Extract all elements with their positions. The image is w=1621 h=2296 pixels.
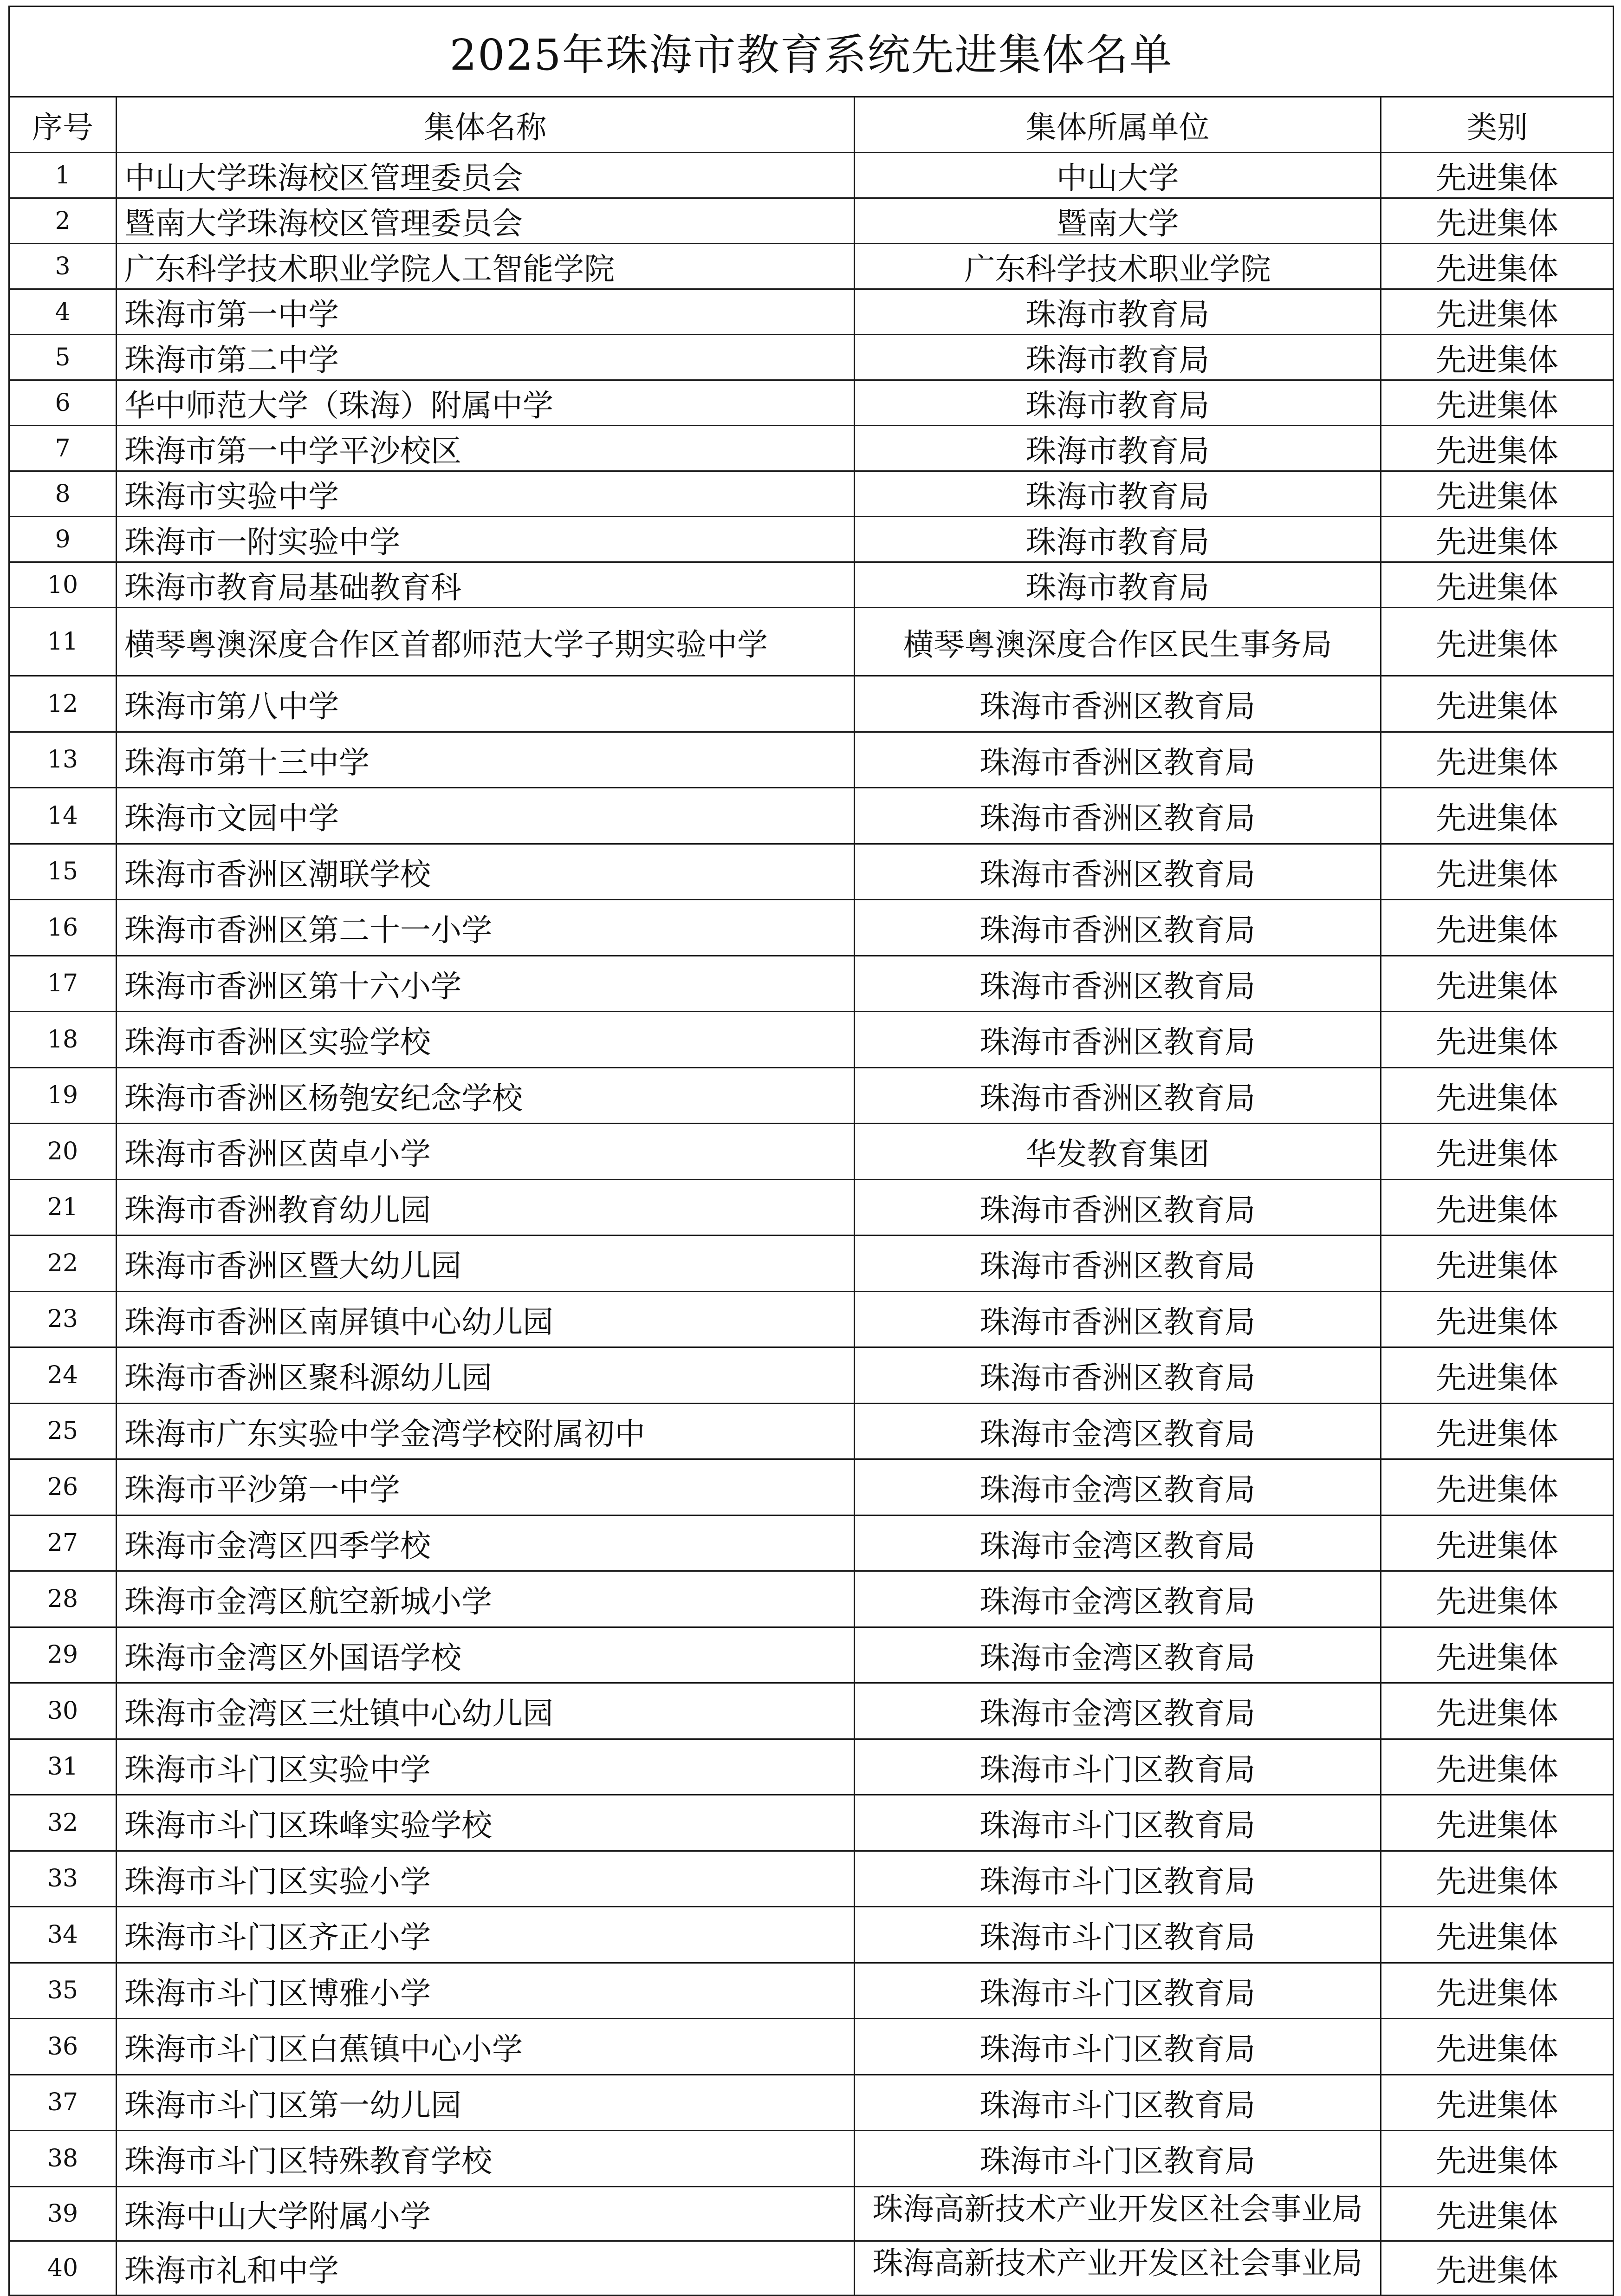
row-collective-name: 珠海市香洲教育幼儿园 (117, 1179, 855, 1236)
table-row (9, 1179, 1614, 1236)
row-affiliated-unit: 珠海市金湾区教育局 (855, 1627, 1381, 1683)
row-affiliated-unit: 珠海高新技术产业开发区社会事业局 (855, 2186, 1381, 2241)
row-serial-number: 3 (9, 244, 117, 289)
row-affiliated-unit: 暨南大学 (855, 198, 1381, 244)
row-serial-number: 11 (9, 608, 117, 676)
row-collective-name: 珠海市第一中学 (117, 289, 855, 335)
row-collective-name: 珠海市教育局基础教育科 (117, 562, 855, 608)
row-collective-name: 珠海中山大学附属小学 (117, 2186, 855, 2241)
row-affiliated-unit: 珠海市香洲区教育局 (855, 1347, 1381, 1404)
row-collective-name: 珠海市香洲区潮联学校 (117, 844, 855, 900)
row-affiliated-unit: 珠海市教育局 (855, 289, 1381, 335)
row-serial-number: 4 (9, 289, 117, 335)
header-serial-number: 序号 (9, 97, 117, 153)
row-collective-name: 珠海市斗门区珠峰实验学校 (117, 1795, 855, 1851)
row-category: 先进集体 (1381, 732, 1614, 788)
row-serial-number: 27 (9, 1515, 117, 1571)
row-affiliated-unit: 珠海市香洲区教育局 (855, 676, 1381, 732)
row-category: 先进集体 (1381, 1347, 1614, 1404)
row-category: 先进集体 (1381, 1459, 1614, 1515)
row-affiliated-unit: 珠海市金湾区教育局 (855, 1515, 1381, 1571)
row-collective-name: 珠海市香洲区暨大幼儿园 (117, 1236, 855, 1292)
table-row (9, 1067, 1614, 1124)
row-collective-name: 中山大学珠海校区管理委员会 (117, 153, 855, 198)
row-affiliated-unit: 横琴粤澳深度合作区民生事务局 (855, 608, 1381, 676)
table-row (9, 1571, 1614, 1627)
table-row (9, 2075, 1614, 2131)
row-collective-name: 珠海市香洲区实验学校 (117, 1012, 855, 1068)
table-row (9, 1627, 1614, 1683)
row-category: 先进集体 (1381, 1907, 1614, 1963)
table-row (9, 1907, 1614, 1963)
row-serial-number: 35 (9, 1963, 117, 2019)
row-category: 先进集体 (1381, 1851, 1614, 1907)
row-serial-number: 14 (9, 788, 117, 844)
table-row (9, 335, 1614, 380)
row-affiliated-unit: 珠海市香洲区教育局 (855, 1291, 1381, 1347)
row-category: 先进集体 (1381, 900, 1614, 956)
table-row (9, 1739, 1614, 1795)
row-collective-name: 珠海市金湾区航空新城小学 (117, 1571, 855, 1627)
row-serial-number: 17 (9, 956, 117, 1012)
row-category: 先进集体 (1381, 1627, 1614, 1683)
row-affiliated-unit: 珠海市金湾区教育局 (855, 1459, 1381, 1515)
row-serial-number: 34 (9, 1907, 117, 1963)
row-collective-name: 华中师范大学（珠海）附属中学 (117, 380, 855, 426)
row-collective-name: 珠海市斗门区齐正小学 (117, 1907, 855, 1963)
row-category: 先进集体 (1381, 562, 1614, 608)
row-collective-name: 珠海市广东实验中学金湾学校附属初中 (117, 1403, 855, 1459)
table-row (9, 289, 1614, 335)
row-affiliated-unit: 珠海市教育局 (855, 380, 1381, 426)
row-serial-number: 6 (9, 380, 117, 426)
header-row (9, 97, 1614, 153)
document-title: 2025年珠海市教育系统先进集体名单 (9, 7, 1614, 97)
row-affiliated-unit: 珠海市斗门区教育局 (855, 1907, 1381, 1963)
row-serial-number: 16 (9, 900, 117, 956)
row-category: 先进集体 (1381, 2131, 1614, 2187)
table-row (9, 676, 1614, 732)
table-row (9, 517, 1614, 562)
row-affiliated-unit: 珠海市斗门区教育局 (855, 1963, 1381, 2019)
row-affiliated-unit: 珠海市香洲区教育局 (855, 788, 1381, 844)
row-serial-number: 39 (9, 2186, 117, 2241)
row-affiliated-unit: 珠海市斗门区教育局 (855, 2131, 1381, 2187)
table-row (9, 153, 1614, 198)
row-category: 先进集体 (1381, 1515, 1614, 1571)
table-row (9, 1236, 1614, 1292)
row-collective-name: 暨南大学珠海校区管理委员会 (117, 198, 855, 244)
honor-roll-table (8, 6, 1614, 2296)
row-collective-name: 珠海市第十三中学 (117, 732, 855, 788)
row-affiliated-unit: 珠海市香洲区教育局 (855, 1236, 1381, 1292)
row-affiliated-unit: 珠海市斗门区教育局 (855, 2019, 1381, 2075)
row-affiliated-unit: 珠海市香洲区教育局 (855, 956, 1381, 1012)
row-affiliated-unit: 珠海市金湾区教育局 (855, 1403, 1381, 1459)
row-category: 先进集体 (1381, 844, 1614, 900)
row-collective-name: 珠海市金湾区四季学校 (117, 1515, 855, 1571)
row-affiliated-unit: 珠海市教育局 (855, 562, 1381, 608)
table-row (9, 244, 1614, 289)
row-category: 先进集体 (1381, 289, 1614, 335)
row-affiliated-unit: 珠海市香洲区教育局 (855, 732, 1381, 788)
table-row (9, 2019, 1614, 2075)
row-category: 先进集体 (1381, 153, 1614, 198)
title-row (9, 7, 1614, 97)
row-collective-name: 珠海市香洲区聚科源幼儿园 (117, 1347, 855, 1404)
row-affiliated-unit: 珠海市斗门区教育局 (855, 2075, 1381, 2131)
row-category: 先进集体 (1381, 1739, 1614, 1795)
row-collective-name: 珠海市斗门区博雅小学 (117, 1963, 855, 2019)
row-serial-number: 22 (9, 1236, 117, 1292)
table-row (9, 1347, 1614, 1404)
row-serial-number: 33 (9, 1851, 117, 1907)
row-affiliated-unit: 珠海市香洲区教育局 (855, 1012, 1381, 1068)
row-collective-name: 珠海市香洲区杨匏安纪念学校 (117, 1067, 855, 1124)
row-affiliated-unit: 珠海高新技术产业开发区社会事业局 (855, 2241, 1381, 2295)
row-category: 先进集体 (1381, 2241, 1614, 2295)
row-serial-number: 23 (9, 1291, 117, 1347)
row-category: 先进集体 (1381, 1124, 1614, 1180)
row-serial-number: 12 (9, 676, 117, 732)
row-serial-number: 2 (9, 198, 117, 244)
row-category: 先进集体 (1381, 517, 1614, 562)
row-category: 先进集体 (1381, 380, 1614, 426)
row-serial-number: 18 (9, 1012, 117, 1068)
table-row (9, 2241, 1614, 2295)
row-collective-name: 珠海市金湾区三灶镇中心幼儿园 (117, 1683, 855, 1739)
header-collective-name: 集体名称 (117, 97, 855, 153)
table-row (9, 844, 1614, 900)
row-affiliated-unit: 珠海市香洲区教育局 (855, 1067, 1381, 1124)
row-affiliated-unit: 珠海市教育局 (855, 335, 1381, 380)
row-affiliated-unit: 珠海市教育局 (855, 517, 1381, 562)
row-collective-name: 珠海市斗门区实验中学 (117, 1739, 855, 1795)
table-row (9, 1403, 1614, 1459)
row-affiliated-unit: 珠海市金湾区教育局 (855, 1683, 1381, 1739)
table-row (9, 426, 1614, 471)
row-affiliated-unit: 广东科学技术职业学院 (855, 244, 1381, 289)
row-affiliated-unit: 珠海市教育局 (855, 426, 1381, 471)
row-serial-number: 20 (9, 1124, 117, 1180)
table-row (9, 1515, 1614, 1571)
row-serial-number: 15 (9, 844, 117, 900)
row-category: 先进集体 (1381, 1012, 1614, 1068)
table-row (9, 1291, 1614, 1347)
row-affiliated-unit: 珠海市斗门区教育局 (855, 1851, 1381, 1907)
row-collective-name: 珠海市平沙第一中学 (117, 1459, 855, 1515)
row-category: 先进集体 (1381, 335, 1614, 380)
row-collective-name: 珠海市香洲区茵卓小学 (117, 1124, 855, 1180)
row-collective-name: 珠海市礼和中学 (117, 2241, 855, 2295)
row-category: 先进集体 (1381, 1683, 1614, 1739)
row-affiliated-unit: 华发教育集团 (855, 1124, 1381, 1180)
row-category: 先进集体 (1381, 244, 1614, 289)
row-category: 先进集体 (1381, 788, 1614, 844)
header-affiliated-unit: 集体所属单位 (855, 97, 1381, 153)
table-row (9, 1963, 1614, 2019)
row-serial-number: 38 (9, 2131, 117, 2187)
row-category: 先进集体 (1381, 1963, 1614, 2019)
row-category: 先进集体 (1381, 1571, 1614, 1627)
row-collective-name: 珠海市第二中学 (117, 335, 855, 380)
row-serial-number: 8 (9, 471, 117, 517)
row-serial-number: 26 (9, 1459, 117, 1515)
row-collective-name: 珠海市斗门区白蕉镇中心小学 (117, 2019, 855, 2075)
table-row (9, 1683, 1614, 1739)
row-category: 先进集体 (1381, 608, 1614, 676)
row-serial-number: 10 (9, 562, 117, 608)
row-category: 先进集体 (1381, 1403, 1614, 1459)
row-collective-name: 珠海市金湾区外国语学校 (117, 1627, 855, 1683)
row-category: 先进集体 (1381, 1236, 1614, 1292)
table-row (9, 562, 1614, 608)
table-row (9, 198, 1614, 244)
table-row (9, 1851, 1614, 1907)
row-category: 先进集体 (1381, 1179, 1614, 1236)
table-row (9, 1459, 1614, 1515)
row-category: 先进集体 (1381, 956, 1614, 1012)
row-serial-number: 32 (9, 1795, 117, 1851)
table-row (9, 1795, 1614, 1851)
row-serial-number: 29 (9, 1627, 117, 1683)
row-collective-name: 珠海市文园中学 (117, 788, 855, 844)
row-serial-number: 36 (9, 2019, 117, 2075)
row-collective-name: 珠海市斗门区特殊教育学校 (117, 2131, 855, 2187)
row-collective-name: 珠海市实验中学 (117, 471, 855, 517)
row-serial-number: 40 (9, 2241, 117, 2295)
row-collective-name: 广东科学技术职业学院人工智能学院 (117, 244, 855, 289)
row-affiliated-unit: 珠海市教育局 (855, 471, 1381, 517)
row-serial-number: 13 (9, 732, 117, 788)
row-category: 先进集体 (1381, 471, 1614, 517)
row-category: 先进集体 (1381, 2075, 1614, 2131)
row-category: 先进集体 (1381, 676, 1614, 732)
row-affiliated-unit: 珠海市香洲区教育局 (855, 1179, 1381, 1236)
row-collective-name: 横琴粤澳深度合作区首都师范大学子期实验中学 (117, 608, 855, 676)
table-row (9, 2186, 1614, 2241)
row-serial-number: 25 (9, 1403, 117, 1459)
row-serial-number: 19 (9, 1067, 117, 1124)
row-serial-number: 31 (9, 1739, 117, 1795)
row-affiliated-unit: 珠海市香洲区教育局 (855, 844, 1381, 900)
row-serial-number: 1 (9, 153, 117, 198)
header-category: 类别 (1381, 97, 1614, 153)
row-serial-number: 24 (9, 1347, 117, 1404)
table-row (9, 2131, 1614, 2187)
table-row (9, 380, 1614, 426)
table-row (9, 1124, 1614, 1180)
row-serial-number: 21 (9, 1179, 117, 1236)
row-collective-name: 珠海市一附实验中学 (117, 517, 855, 562)
row-affiliated-unit: 珠海市斗门区教育局 (855, 1739, 1381, 1795)
table-row (9, 788, 1614, 844)
row-category: 先进集体 (1381, 426, 1614, 471)
row-collective-name: 珠海市香洲区南屏镇中心幼儿园 (117, 1291, 855, 1347)
row-collective-name: 珠海市斗门区第一幼儿园 (117, 2075, 855, 2131)
table-body (9, 153, 1614, 2296)
row-category: 先进集体 (1381, 1291, 1614, 1347)
row-category: 先进集体 (1381, 2186, 1614, 2241)
table-row (9, 608, 1614, 676)
row-affiliated-unit: 珠海市金湾区教育局 (855, 1571, 1381, 1627)
row-affiliated-unit: 珠海市香洲区教育局 (855, 900, 1381, 956)
row-collective-name: 珠海市第一中学平沙校区 (117, 426, 855, 471)
row-serial-number: 9 (9, 517, 117, 562)
table-row (9, 956, 1614, 1012)
row-serial-number: 5 (9, 335, 117, 380)
table-row (9, 900, 1614, 956)
table-row (9, 471, 1614, 517)
row-serial-number: 7 (9, 426, 117, 471)
row-collective-name: 珠海市香洲区第十六小学 (117, 956, 855, 1012)
row-category: 先进集体 (1381, 1067, 1614, 1124)
row-collective-name: 珠海市斗门区实验小学 (117, 1851, 855, 1907)
row-serial-number: 28 (9, 1571, 117, 1627)
row-affiliated-unit: 中山大学 (855, 153, 1381, 198)
row-category: 先进集体 (1381, 1795, 1614, 1851)
row-affiliated-unit: 珠海市斗门区教育局 (855, 1795, 1381, 1851)
row-collective-name: 珠海市第八中学 (117, 676, 855, 732)
row-category: 先进集体 (1381, 2019, 1614, 2075)
row-serial-number: 37 (9, 2075, 117, 2131)
table-row (9, 732, 1614, 788)
row-serial-number: 30 (9, 1683, 117, 1739)
table-row (9, 1012, 1614, 1068)
row-category: 先进集体 (1381, 198, 1614, 244)
row-collective-name: 珠海市香洲区第二十一小学 (117, 900, 855, 956)
